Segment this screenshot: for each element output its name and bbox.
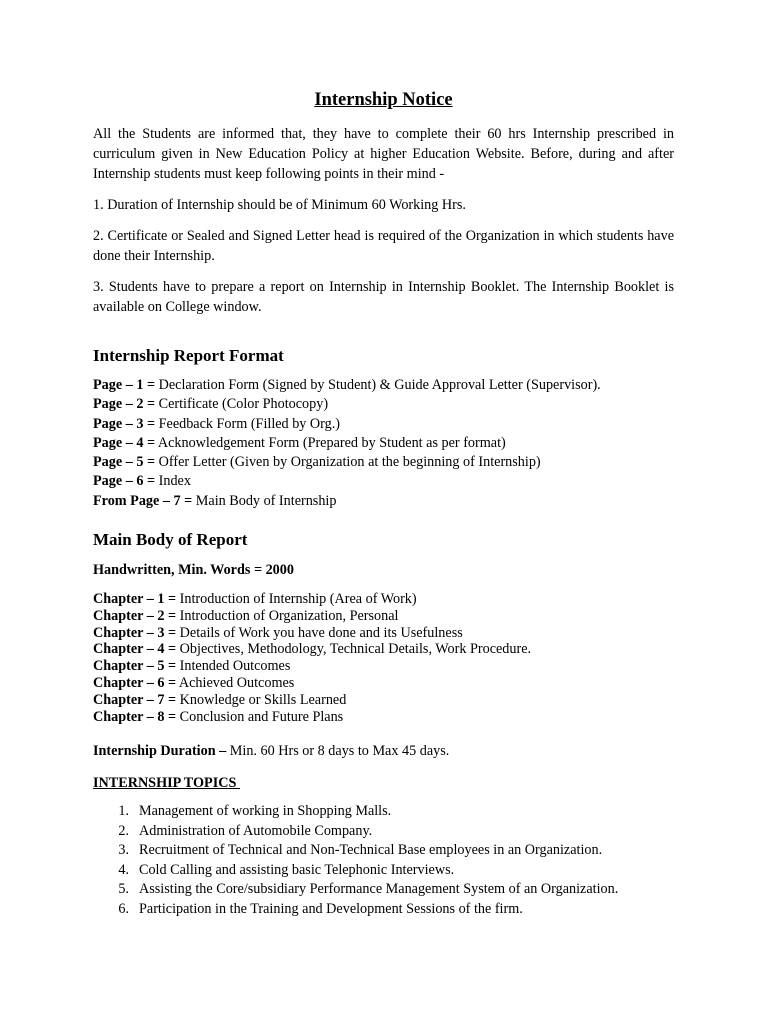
chapter-label: Chapter – 4 = xyxy=(93,641,177,658)
chapter-item xyxy=(93,675,674,692)
item-label: Page – 3 = xyxy=(93,415,156,432)
report-format-item xyxy=(93,434,674,453)
item-label: Page – 5 = xyxy=(93,454,156,471)
report-format-heading: Internship Report Format xyxy=(93,346,284,365)
internship-duration xyxy=(93,741,674,761)
duration-text: Min. 60 Hrs or 8 days to Max 45 days. xyxy=(226,743,450,760)
report-format-item xyxy=(93,415,674,434)
chapter-label: Chapter – 6 = xyxy=(93,675,177,692)
list-item xyxy=(93,880,674,900)
list-text: Participation in the Training and Development Sessions of the firm. xyxy=(139,900,523,917)
chapter-text: Introduction of Organization, Personal xyxy=(176,607,399,624)
chapter-item xyxy=(93,608,674,625)
report-format-item xyxy=(93,376,674,395)
chapter-item xyxy=(93,625,674,642)
item-text: Declaration Form (Signed by Student) & Guide Approval Letter (Supervisor). xyxy=(155,377,601,393)
chapter-label: Chapter – 3 = xyxy=(93,624,177,641)
list-text: Management of working in Shopping Malls. xyxy=(139,803,392,820)
page-title: Internship Notice xyxy=(314,90,453,110)
topics-heading: INTERNSHIP TOPICS xyxy=(93,775,240,792)
item-text: Index xyxy=(155,473,191,490)
list-text: Cold Calling and assisting basic Telephonic Interviews. xyxy=(139,861,455,878)
item-text: Acknowledgement Form (Prepared by Student as per format) xyxy=(155,434,506,451)
list-item xyxy=(93,822,674,842)
chapter-text: Achieved Outcomes xyxy=(176,675,295,692)
main-body-heading: Main Body of Report xyxy=(93,530,248,550)
list-number: 3. xyxy=(118,842,129,859)
item-text: Certificate (Color Photocopy) xyxy=(155,396,329,413)
list-number: 6. xyxy=(118,900,129,917)
chapter-item xyxy=(93,658,674,675)
list-number: 1. xyxy=(118,803,129,820)
handwritten-requirement: Handwritten, Min. Words = 2000 xyxy=(93,562,294,579)
chapter-text: Introduction of Internship (Area of Work) xyxy=(176,591,417,608)
chapter-label: Chapter – 8 = xyxy=(93,708,177,725)
chapter-item xyxy=(93,709,674,726)
item-label: Page – 4 = xyxy=(93,434,156,451)
list-number: 4. xyxy=(118,861,129,878)
item-text: Feedback Form (Filled by Org.) xyxy=(155,415,341,432)
chapter-label: Chapter – 5 = xyxy=(93,658,177,675)
chapter-label: Chapter – 2 = xyxy=(93,607,177,624)
chapter-item xyxy=(93,641,674,658)
item-label: Page – 2 = xyxy=(93,396,156,413)
list-item xyxy=(93,841,674,861)
report-format-item xyxy=(93,453,674,472)
point-duration: 1. Duration of Internship should be of Minimum 60 Working Hrs. xyxy=(93,197,466,213)
item-label: Page – 1 = xyxy=(93,377,156,393)
list-item xyxy=(93,900,674,920)
point-certificate: 2. Certificate or Sealed and Signed Letter head is required of the Organization in which students have done their Internship. xyxy=(93,228,674,264)
report-format-item xyxy=(93,492,674,511)
list-text: Administration of Automobile Company. xyxy=(139,822,373,839)
chapter-text: Conclusion and Future Plans xyxy=(176,708,344,725)
item-text: Main Body of Internship xyxy=(192,492,337,509)
report-format-item xyxy=(93,395,674,414)
intro-paragraph: All the Students are informed that, they have to complete their 60 hrs Internship prescribed in curriculum given in New Education Policy at higher Education Website. Before, during and after Internship students must keep following points in their mind - xyxy=(93,126,674,182)
list-text: Assisting the Core/subsidiary Performance Management System of an Organization. xyxy=(139,881,619,898)
chapter-item xyxy=(93,692,674,709)
item-text: Offer Letter (Given by Organization at the beginning of Internship) xyxy=(155,454,541,471)
chapter-text: Objectives, Methodology, Technical Details, Work Procedure. xyxy=(176,641,532,658)
duration-label: Internship Duration – xyxy=(93,743,227,760)
topics-list xyxy=(93,802,674,919)
list-item xyxy=(93,802,674,822)
chapter-list xyxy=(93,591,674,725)
chapter-text: Details of Work you have done and its Usefulness xyxy=(176,624,463,641)
chapter-text: Intended Outcomes xyxy=(176,658,291,675)
chapter-item xyxy=(93,591,674,608)
report-format-list xyxy=(93,376,674,511)
list-item xyxy=(93,861,674,881)
item-label: From Page – 7 = xyxy=(93,492,193,509)
document-page xyxy=(93,88,674,919)
list-text: Recruitment of Technical and Non-Technical Base employees in an Organization. xyxy=(139,842,603,859)
chapter-text: Knowledge or Skills Learned xyxy=(176,691,347,708)
point-report: 3. Students have to prepare a report on Internship in Internship Booklet. The Internship Booklet is available on College window. xyxy=(93,279,674,315)
list-number: 2. xyxy=(118,822,129,839)
chapter-label: Chapter – 7 = xyxy=(93,691,177,708)
list-number: 5. xyxy=(118,881,129,898)
report-format-item xyxy=(93,472,674,491)
chapter-label: Chapter – 1 = xyxy=(93,591,177,608)
item-label: Page – 6 = xyxy=(93,473,156,490)
